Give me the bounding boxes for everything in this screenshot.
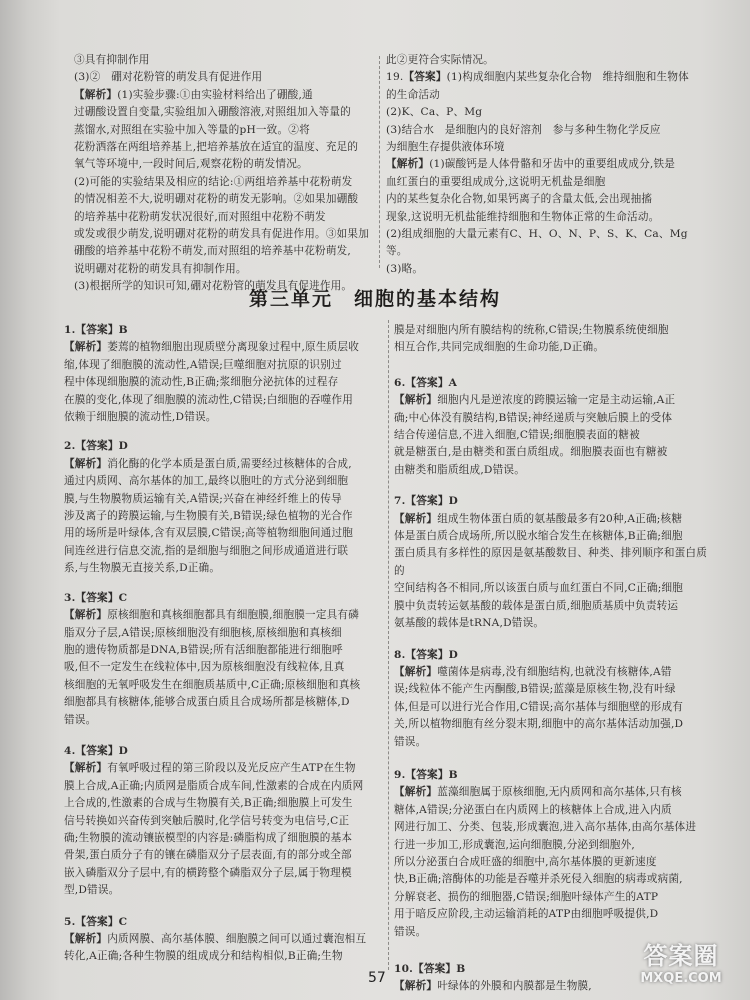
- explanation-line: 【解析】萎蔫的植物细胞出现质壁分离现象过程中,原生质层收: [64, 341, 360, 354]
- answer-label: 6.【答案】A: [394, 376, 458, 389]
- bottom-left-column: [64, 322, 382, 966]
- label-tag: 【解析】: [64, 457, 108, 470]
- text-line: (2)K、Ca、P、Mg: [386, 106, 483, 119]
- answer-item: [394, 647, 712, 751]
- label-tag: 【答案】: [405, 495, 449, 508]
- top-left-column: [74, 52, 374, 296]
- explanation-line: 糖体,A错误;分泌蛋白在内质网上的核糖体上合成,进入内质: [394, 803, 672, 816]
- bottom-right-column: [394, 322, 712, 996]
- label-tag: 【解析】: [394, 512, 438, 525]
- text-line: 【解析】(1)碳酸钙是人体骨骼和牙齿中的重要组成成分,铁是: [386, 158, 676, 171]
- explanation-line: 【解析】消化酶的化学本质是蛋白质,需要经过核糖体的合成,: [64, 457, 352, 470]
- answer-item: [64, 322, 382, 426]
- text-line: 或发或很少萌发,说明硼对花粉的萌发具有促进作用。③如果加: [74, 228, 369, 241]
- text-line: 的情况相差不大,说明硼对花粉的萌发无影响。②如果加硼酸: [74, 193, 359, 206]
- explanation-line: 型,D错误。: [64, 884, 120, 897]
- text-line: 花粉洒落在两组培养基上,把培养基放在适宜的温度、充足的: [74, 141, 359, 154]
- explanation-line: 转化,A正确;各种生物膜的组成成分和结构相似,B正确;生物: [64, 950, 343, 963]
- text-line: 蒸馏水,对照组在实验中加入等量的pH一致。②将: [74, 123, 310, 136]
- explanation-line: 【解析】内质网膜、高尔基体膜、细胞膜之间可以通过囊泡相互: [64, 933, 367, 945]
- explanation-line: 膜上合成,A正确;内质网是脂质合成车间,性激素的合成在内质网: [64, 779, 364, 792]
- explanation-line: 用的场所是叶绿体,含有双层膜,C错误;高等植物细胞间通过胞: [64, 527, 354, 540]
- unit-title: 第三单元 细胞的基本结构: [248, 288, 501, 310]
- label-tag: 【答案】: [75, 324, 119, 336]
- label-tag: 【解析】: [394, 665, 438, 678]
- explanation-line: 脂双分子层,A错误;原核细胞没有细胞核,原核细胞和真核细: [64, 626, 342, 639]
- explanation-line: 确;生物膜的流动镶嵌模型的内容是:磷脂构成了细胞膜的基本: [64, 831, 353, 844]
- text-line: 氧气等环境中,一段时间后,观察花粉的萌发情况。: [74, 158, 308, 171]
- text-line: (2)组成细胞的大量元素有C、H、O、N、P、S、K、Ca、Mg等。: [386, 228, 688, 258]
- explanation-line: 【解析】原核细胞和真核细胞都具有细胞膜,细胞膜一定具有磷: [64, 609, 360, 622]
- answer-label: 7.【答案】D: [394, 495, 459, 508]
- explanation-line: 间连丝进行信息交流,指的是细胞与细胞之间形成通道进行联: [64, 544, 349, 557]
- answer-label: 10.【答案】B: [394, 963, 466, 975]
- answer-item: [394, 767, 712, 941]
- text-line: 为细胞生存提供液体环境: [386, 141, 505, 154]
- text-line: ③具有抑制作用: [74, 54, 150, 66]
- watermark-top: 答案圈: [643, 942, 719, 970]
- watermark-bottom: MXQE.COM: [640, 971, 722, 986]
- answer-item: [394, 375, 712, 479]
- watermark-logo: [622, 936, 740, 994]
- label-tag: 【答案】: [405, 376, 449, 389]
- explanation-line: 【解析】蓝藻细胞属于原核细胞,无内质网和高尔基体,只有核: [394, 786, 682, 799]
- explanation-line: 细胞都具有核糖体,能够合成蛋白质且合成场所都是核糖体,D: [64, 696, 350, 709]
- label-tag: 【答案】: [75, 591, 119, 604]
- text-line: 的培养基中花粉萌发状况很好,而对照组中花粉不萌发: [74, 210, 326, 223]
- answer-item: [64, 743, 382, 900]
- text-line: 的生命活动: [386, 88, 440, 101]
- explanation-line: 在膜的变化,体现了细胞膜的流动性,C错误;白细胞的吞噬作用: [64, 393, 354, 406]
- label-tag: 【解析】: [386, 158, 430, 171]
- text-line: 19.【答案】(1)构成细胞内某些复杂化合物 维持细胞和生物体: [386, 71, 689, 84]
- answer-label: 2.【答案】D: [64, 440, 129, 453]
- explanation-line: 依赖于细胞膜的流动性,D错误。: [64, 411, 217, 424]
- label-tag: 【解析】: [64, 762, 108, 775]
- explanation-line: 结合传递信息,不进入细胞,C错误;细胞膜表面的糖被: [394, 429, 640, 442]
- answer-label: 3.【答案】C: [64, 591, 128, 604]
- text-line: (2)可能的实验结果及相应的结论:①两组培养基中花粉萌发: [74, 175, 353, 188]
- explanation-line: 【解析】叶绿体的外膜和内膜都是生物膜,: [394, 980, 592, 993]
- answer-label: 5.【答案】C: [64, 915, 128, 928]
- explanation-line: 膜中负责转运氨基酸的载体是蛋白质,细胞质基质中负责转运: [394, 599, 679, 612]
- label-tag: 【解析】: [64, 341, 108, 354]
- explanation-line: 体,但是可以进行光合作用,C错误;高尔基体与细胞壁的形成有: [394, 700, 684, 713]
- answer-label: 1.【答案】B: [64, 324, 128, 336]
- answer-label: 8.【答案】D: [394, 648, 459, 661]
- label-tag: 【解析】: [74, 88, 118, 101]
- text-line: 过硼酸设置自变量,实验组加入硼酸溶液,对照组加入等量的: [74, 106, 351, 119]
- explanation-line: 氨基酸的载体是tRNA,D错误。: [394, 617, 545, 630]
- explanation-line: 误;线粒体不能产生丙酮酸,B错误;蓝藻是原核生物,没有叶绿: [394, 683, 676, 696]
- label-tag: 【答案】: [413, 963, 457, 975]
- explanation-line: 胞的遗传物质都是DNA,B错误;所有活细胞都能进行细胞呼: [64, 643, 343, 656]
- explanation-line: 网进行加工、分类、包装,形成囊泡,进入高尔基体,由高尔基体进: [394, 821, 697, 834]
- explanation-line: 错误。: [394, 925, 427, 938]
- explanation-line: 体是蛋白质合成场所,所以脱水缩合发生在核糖体,B正确;细胞: [394, 530, 683, 543]
- explanation-line: 分解衰老、损伤的细胞器,C错误;细胞叶绿体产生的ATP: [394, 890, 659, 903]
- page-number: 57: [368, 970, 386, 986]
- explanation-line: 吸,但不一定发生在线粒体中,因为原核细胞没有线粒体,且真: [64, 661, 345, 674]
- column-divider-top: [379, 56, 380, 268]
- explanation-line: 相互合作,共同完成细胞的生命功能,D正确。: [394, 341, 605, 354]
- text-line: 此②更符合实际情况。: [386, 54, 494, 66]
- explanation-line: 【解析】有氧呼吸过程的第三阶段以及光反应产生ATP在生物: [64, 762, 356, 775]
- answer-item: [64, 438, 382, 577]
- text-line: (3)结合水 是细胞内的良好溶剂 参与多种生物化学反应: [386, 123, 661, 136]
- top-right-column: [386, 52, 696, 278]
- explanation-line: 由糖类和脂质组成,D错误。: [394, 463, 525, 476]
- label-tag: 【答案】: [405, 768, 449, 781]
- explanation-line: 空间结构各不相同,所以该蛋白质与血红蛋白不同,C正确;细胞: [394, 582, 684, 595]
- label-tag: 【答案】: [75, 915, 119, 928]
- text-line: 现象,这说明无机盐能维持细胞和生物体正常的生命活动。: [386, 210, 660, 223]
- explanation-line: 就是糖蛋白,是由糖类和蛋白质组成。细胞膜表面也有糖被: [394, 446, 668, 459]
- answer-label: 4.【答案】D: [64, 744, 129, 757]
- label-tag: 【解析】: [394, 394, 438, 407]
- answer-item: [64, 914, 382, 966]
- explanation-line: 骨架,蛋白质分子有的镶在磷脂双分子层表面,有的部分或全部: [64, 849, 352, 862]
- text-line: 硼酸的培养基中花粉不萌发,而对照组的培养基中花粉萌发,: [74, 245, 351, 258]
- text-line: 说明硼对花粉的萌发具有抑制作用。: [74, 262, 247, 275]
- explanation-line: 行进一步加工,形成囊泡,运向细胞膜,分泌到细胞外,: [394, 838, 635, 851]
- text-line: (3)略。: [386, 262, 424, 275]
- explanation-line: 涉及离子的跨膜运输,与生物膜有关,B错误;绿色植物的光合作: [64, 510, 353, 523]
- explanation-line: 【解析】细胞内凡是逆浓度的跨膜运输一定是主动运输,A正: [394, 394, 676, 407]
- label-tag: 【答案】: [75, 744, 119, 757]
- label-tag: 【答案】: [403, 71, 447, 84]
- explanation-line: 通过内质网、高尔基体的加工,最终以胞吐的方式分泌到细胞: [64, 475, 349, 488]
- explanation-line: 膜,与生物膜物质运输有关,A错误;兴奋在神经纤维上的传导: [64, 492, 342, 505]
- explanation-line: 膜是对细胞内所有膜结构的统称,C错误;生物膜系统使细胞: [394, 324, 669, 336]
- text-line: 血红蛋白的重要组成成分,这说明无机盐是细胞: [386, 175, 606, 188]
- label-tag: 【解析】: [394, 786, 438, 799]
- answer-label: 9.【答案】B: [394, 768, 458, 781]
- explanation-line: 系,与生物膜无直接关系,D正确。: [64, 562, 221, 575]
- label-tag: 【解析】: [64, 609, 108, 622]
- explanation-line: 错误。: [394, 735, 427, 748]
- answer-item: [64, 590, 382, 729]
- text-line: (3)② 硼对花粉管的萌发具有促进作用: [74, 71, 263, 84]
- explanation-line: 核细胞的无氧呼吸发生在细胞质基质中,C正确;原核细胞和真核: [64, 678, 361, 691]
- label-tag: 【解析】: [64, 933, 108, 945]
- column-divider-bottom: [388, 320, 389, 970]
- explanation-line: 关,所以植物细胞有丝分裂末期,细胞中的高尔基体活动加强,D: [394, 718, 684, 731]
- explanation-line: 嵌入磷脂双分子层中,有的横跨整个磷脂双分子层,属于物理模: [64, 866, 352, 879]
- explanation-line: 所以分泌蛋白合成旺盛的细胞中,高尔基体膜的更新速度: [394, 855, 657, 868]
- explanation-line: 错误。: [64, 713, 97, 726]
- answer-item: [394, 322, 712, 357]
- explanation-line: 用于暗反应阶段,主动运输消耗的ATP由细胞呼吸提供,D: [394, 908, 659, 921]
- label-tag: 【答案】: [405, 648, 449, 661]
- text-line: 【解析】(1)实验步骤:①由实验材料给出了硼酸,通: [74, 88, 313, 101]
- explanation-line: 信号转换如兴奋传到突触后膜时,化学信号转变为电信号,C正: [64, 814, 350, 827]
- explanation-line: 【解析】噬菌体是病毒,没有细胞结构,也就没有核糖体,A错: [394, 665, 672, 678]
- answer-item: [394, 493, 712, 632]
- text-line: 内的某些复杂化合物,如果钙离子的含量太低,会出现抽搐: [386, 193, 653, 206]
- label-tag: 【解析】: [394, 980, 438, 993]
- explanation-line: 【解析】组成生物体蛋白质的氨基酸最多有20种,A正确;核糖: [394, 512, 683, 525]
- explanation-line: 确;中心体没有膜结构,B错误;神经递质与突触后膜上的受体: [394, 411, 673, 424]
- label-tag: 【答案】: [75, 440, 119, 453]
- text-line: (3)根据所学的知识可知,硼对花粉管的萌发具有促进作用。: [74, 280, 353, 293]
- explanation-line: 快,B正确;溶酶体的功能是吞噬并杀死侵入细胞的病毒或病菌,: [394, 873, 683, 886]
- explanation-line: 程中体现细胞膜的流动性,B正确;浆细胞分泌抗体的过程存: [64, 376, 339, 389]
- explanation-line: 缩,体现了细胞膜的流动性,A错误;巨噬细胞对抗原的识别过: [64, 358, 342, 371]
- explanation-line: 蛋白质具有多样性的原因是氨基酸数目、种类、排列顺序和蛋白质的: [394, 547, 708, 577]
- explanation-line: 上合成的,性激素的合成与生物膜有关,B正确;细胞膜上可发生: [64, 797, 353, 810]
